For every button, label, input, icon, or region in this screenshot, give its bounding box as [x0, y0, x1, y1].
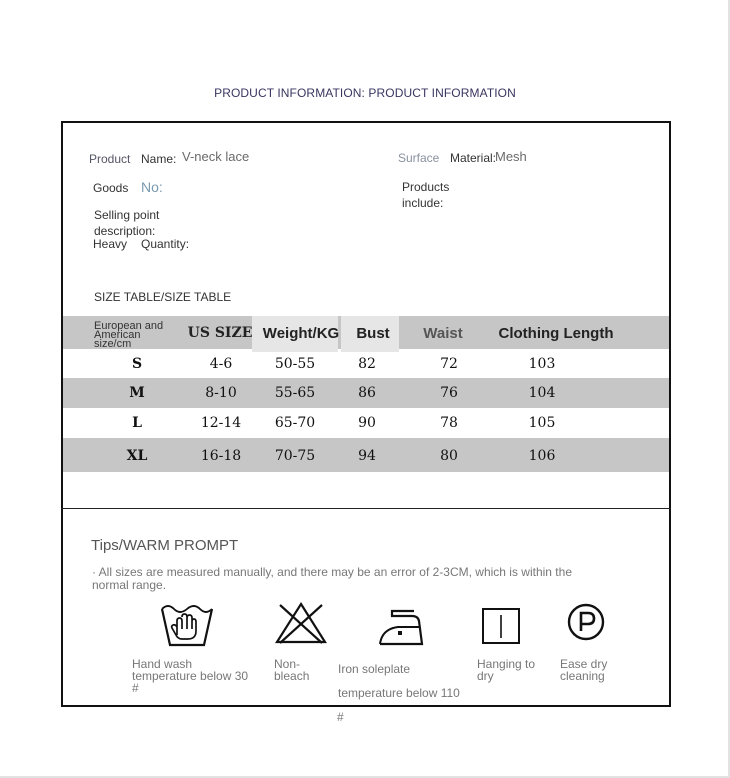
header-clothing-length: Clothing Length [498, 325, 614, 342]
header-waist: Waist [423, 325, 463, 342]
material-label: Material: [450, 151, 497, 165]
non-bleach-caption: Non-bleach [274, 657, 310, 683]
name-value: V-neck lace [182, 149, 250, 164]
cell-weight: 50-55 [274, 356, 316, 372]
cell-size: L [132, 415, 142, 431]
iron-icon [378, 607, 424, 647]
cell-us-size: 12-14 [200, 415, 242, 431]
iron-caption-line2: temperature below 110 [338, 686, 460, 700]
hand-wash-caption: Hand wash temperature below 30 # [132, 657, 249, 695]
cell-us-size: 16-18 [200, 448, 242, 464]
material-value: Mesh [495, 149, 527, 164]
product-label: Product [89, 152, 131, 166]
cell-clothing-length: 103 [528, 356, 556, 372]
dry-clean-icon [566, 602, 606, 644]
tips-note: · All sizes are measured manually, and there may be an error of 2-3CM, which is within the normal range. [92, 565, 572, 592]
hang-dry-icon [481, 607, 521, 645]
table-row [63, 378, 669, 408]
cell-weight: 70-75 [274, 448, 316, 464]
cell-clothing-length: 106 [528, 448, 556, 464]
iron-caption-line1: Iron soleplate [338, 662, 411, 676]
goods-label: Goods [93, 181, 129, 195]
section-divider [61, 508, 671, 509]
cell-bust: 82 [358, 356, 376, 372]
cell-bust: 86 [358, 385, 376, 401]
selling-point-label: Selling point description: [94, 208, 160, 238]
cell-size: M [129, 385, 145, 401]
table-row [63, 438, 669, 472]
cell-waist: 78 [440, 415, 458, 431]
name-label: Name: [141, 152, 177, 166]
header-eu-size: European and American size/cm [94, 320, 164, 350]
heavy-label: Heavy [93, 237, 128, 251]
table-row [63, 349, 669, 378]
cell-waist: 80 [440, 448, 458, 464]
header-us-size: US SIZE [187, 325, 253, 341]
cell-weight: 65-70 [274, 415, 316, 431]
cell-size: S [131, 356, 143, 372]
no-label: No: [141, 179, 163, 195]
products-include-label: Products include: [402, 180, 450, 210]
iron-temperature-hash: # [337, 710, 344, 724]
size-table-header [63, 316, 669, 349]
size-table-title: SIZE TABLE/SIZE TABLE [94, 290, 232, 304]
hang-dry-caption: Hanging to dry [477, 657, 536, 683]
cell-us-size: 8-10 [205, 385, 237, 401]
cell-weight: 55-65 [274, 385, 316, 401]
cell-size: XL [126, 448, 148, 464]
cell-waist: 76 [440, 385, 458, 401]
header-weight: Weight/KG [262, 325, 340, 342]
cell-waist: 72 [440, 356, 458, 372]
cell-bust: 90 [358, 415, 376, 431]
dry-clean-caption: Ease dry cleaning [560, 657, 608, 683]
cell-bust: 94 [358, 448, 376, 464]
cell-us-size: 4-6 [209, 356, 233, 372]
tips-title: Tips/WARM PROMPT [91, 537, 239, 554]
table-row [63, 408, 669, 438]
cell-clothing-length: 104 [528, 385, 556, 401]
surface-label: Surface [398, 151, 440, 165]
no-bleach-icon [274, 601, 328, 645]
page-title: PRODUCT INFORMATION: PRODUCT INFORMATION [214, 86, 516, 100]
quantity-label: Quantity: [141, 237, 190, 251]
cell-clothing-length: 105 [528, 415, 556, 431]
header-bust: Bust [356, 325, 390, 342]
hand-wash-icon [160, 601, 214, 647]
